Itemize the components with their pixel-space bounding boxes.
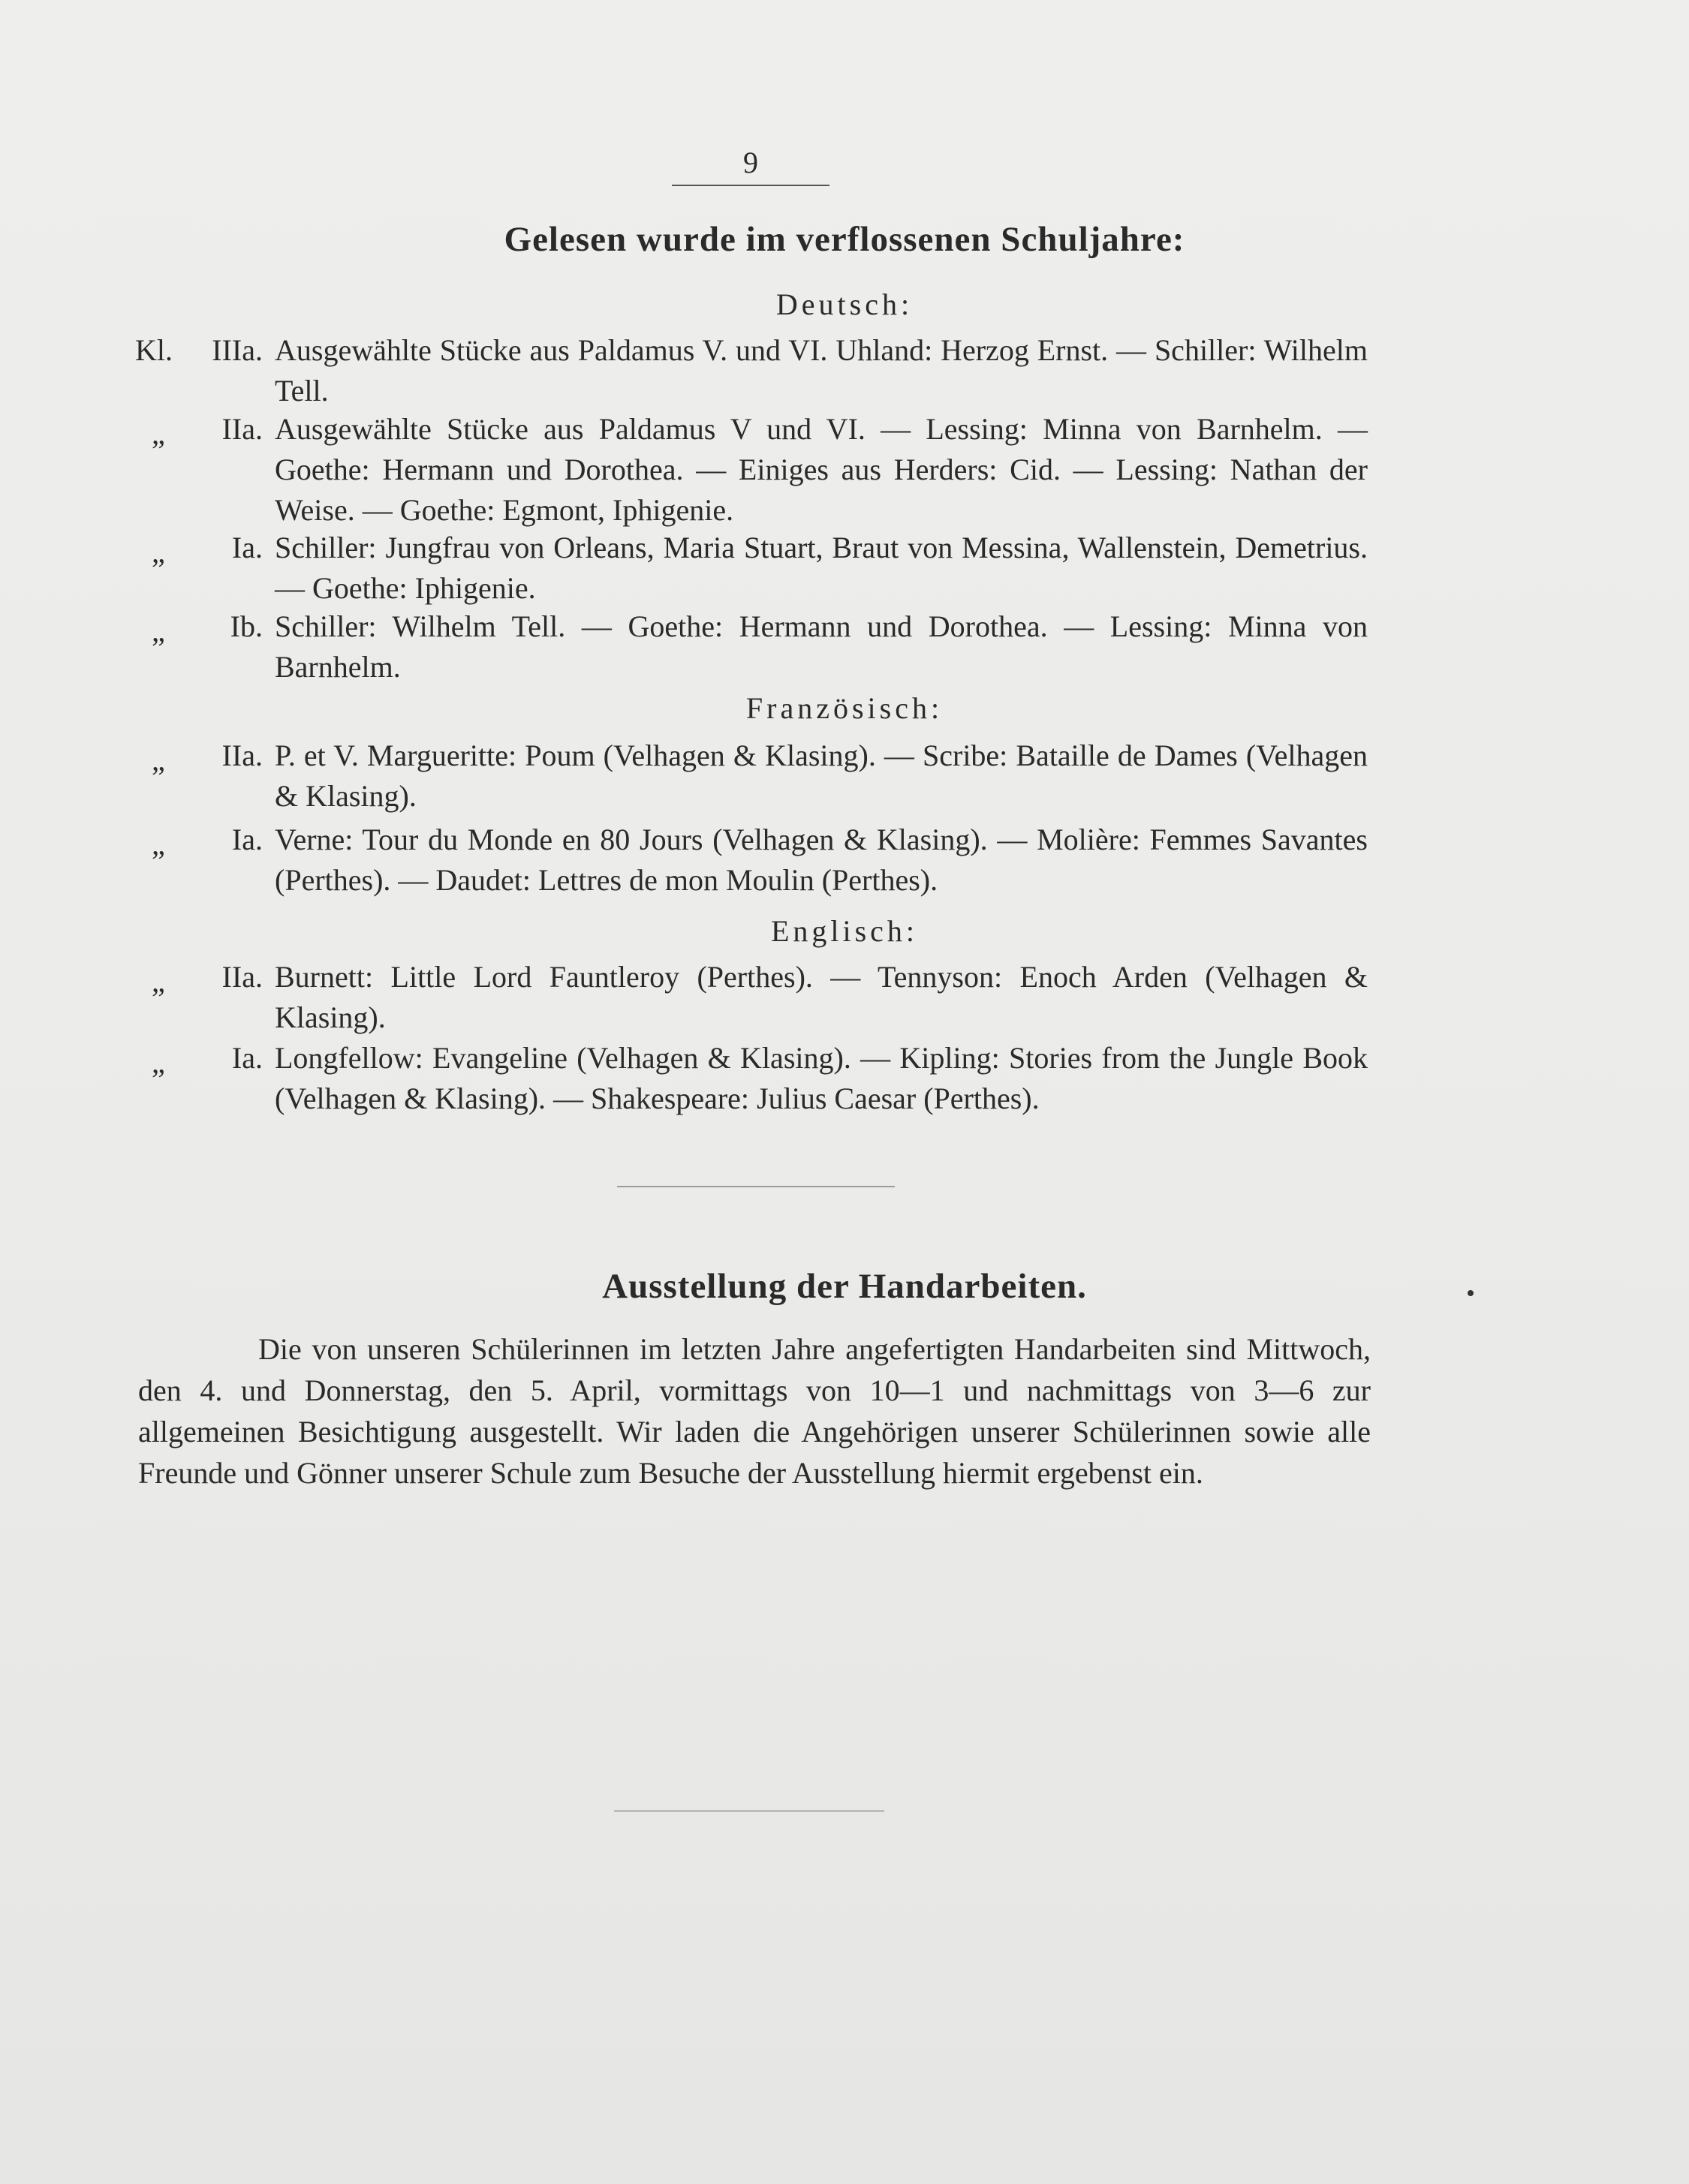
class-name: IIa.	[221, 739, 263, 772]
entry-text: Ausgewählte Stücke aus Paldamus V. und VI. Uhland: Herzog Ernst. — Schiller: Wilhelm Tell.	[275, 333, 1368, 408]
section-heading-exhibition: Ausstellung der Handarbeiten.	[602, 1267, 1087, 1306]
class-name: Ia.	[231, 1041, 263, 1075]
entry-label	[135, 330, 263, 371]
entry-text: Ausgewählte Stücke aus Paldamus V und VI. — Lessing: Minna von Barnhelm. — Goethe: Hermann und Dorothea. — Einiges aus Herders: Cid. — Lessing: Nathan der Weise. — Goethe: Egmont, Iphigenie.	[275, 412, 1368, 527]
class-name: IIa.	[221, 412, 263, 446]
subject-title-englisch: Englisch:	[770, 914, 919, 948]
ditto-mark: „	[152, 417, 165, 450]
ditto-mark: „	[152, 827, 165, 861]
entry-text: P. et V. Margueritte: Poum (Velhagen & Klasing). — Scribe: Bataille de Dames (Velhagen & Klasing).	[275, 739, 1368, 813]
entry-text: Schiller: Wilhelm Tell. — Goethe: Hermann und Dorothea. — Lessing: Minna von Barnhelm.	[275, 609, 1368, 684]
ditto-mark: „	[152, 964, 165, 998]
exhibition-paragraph: Die von unseren Schülerinnen im letzten Jahre angefertigten Handarbeiten sind Mittwoch, den 4. und Donnerstag, den 5. April, vormittags von 10—1 und nachmittags von 3—6 zur allgemeinen Besichtigung ausgestellt. Wir laden die Angehörigen unserer Schülerinnen sowie alle Freunde und Gönner unserer Schule zum Besuche der Ausstellung hiermit ergebenst ein.	[138, 1332, 1371, 1490]
class-name: IIa.	[221, 960, 263, 994]
class-name: IIIa.	[212, 333, 263, 367]
ditto-mark: „	[152, 535, 165, 569]
class-prefix: Kl.	[135, 333, 173, 367]
section-divider	[617, 1186, 895, 1187]
page-number: 9	[672, 145, 829, 186]
entry-text: Longfellow: Evangeline (Velhagen & Klasing). — Kipling: Stories from the Jungle Book (Velhagen & Klasing). — Shakespeare: Julius Caesar (Perthes).	[275, 1041, 1368, 1115]
entry-text: Verne: Tour du Monde en 80 Jours (Velhagen & Klasing). — Molière: Femmes Savantes (Perthes). — Daudet: Lettres de mon Moulin (Perthes).	[275, 823, 1368, 897]
ditto-mark: „	[152, 1045, 165, 1079]
class-name: Ia.	[231, 823, 263, 856]
subject-title-franzoesisch: Französisch:	[745, 691, 944, 725]
ditto-mark: „	[152, 614, 165, 648]
ink-speck	[1468, 1290, 1474, 1296]
class-name: Ib.	[230, 609, 263, 643]
entry-text: Schiller: Jungfrau von Orleans, Maria Stuart, Braut von Messina, Wallenstein, Demetrius. — Goethe: Iphigenie.	[275, 531, 1368, 605]
ditto-mark: „	[152, 743, 165, 777]
bleed-through-divider	[614, 1810, 884, 1812]
section-heading-reading-list: Gelesen wurde im verflossenen Schuljahre:	[504, 220, 1185, 259]
class-name: Ia.	[231, 531, 263, 564]
entry-text: Burnett: Little Lord Fauntleroy (Perthes). — Tennyson: Enoch Arden (Velhagen & Klasing).	[275, 960, 1368, 1034]
subject-title-deutsch: Deutsch:	[775, 287, 914, 321]
